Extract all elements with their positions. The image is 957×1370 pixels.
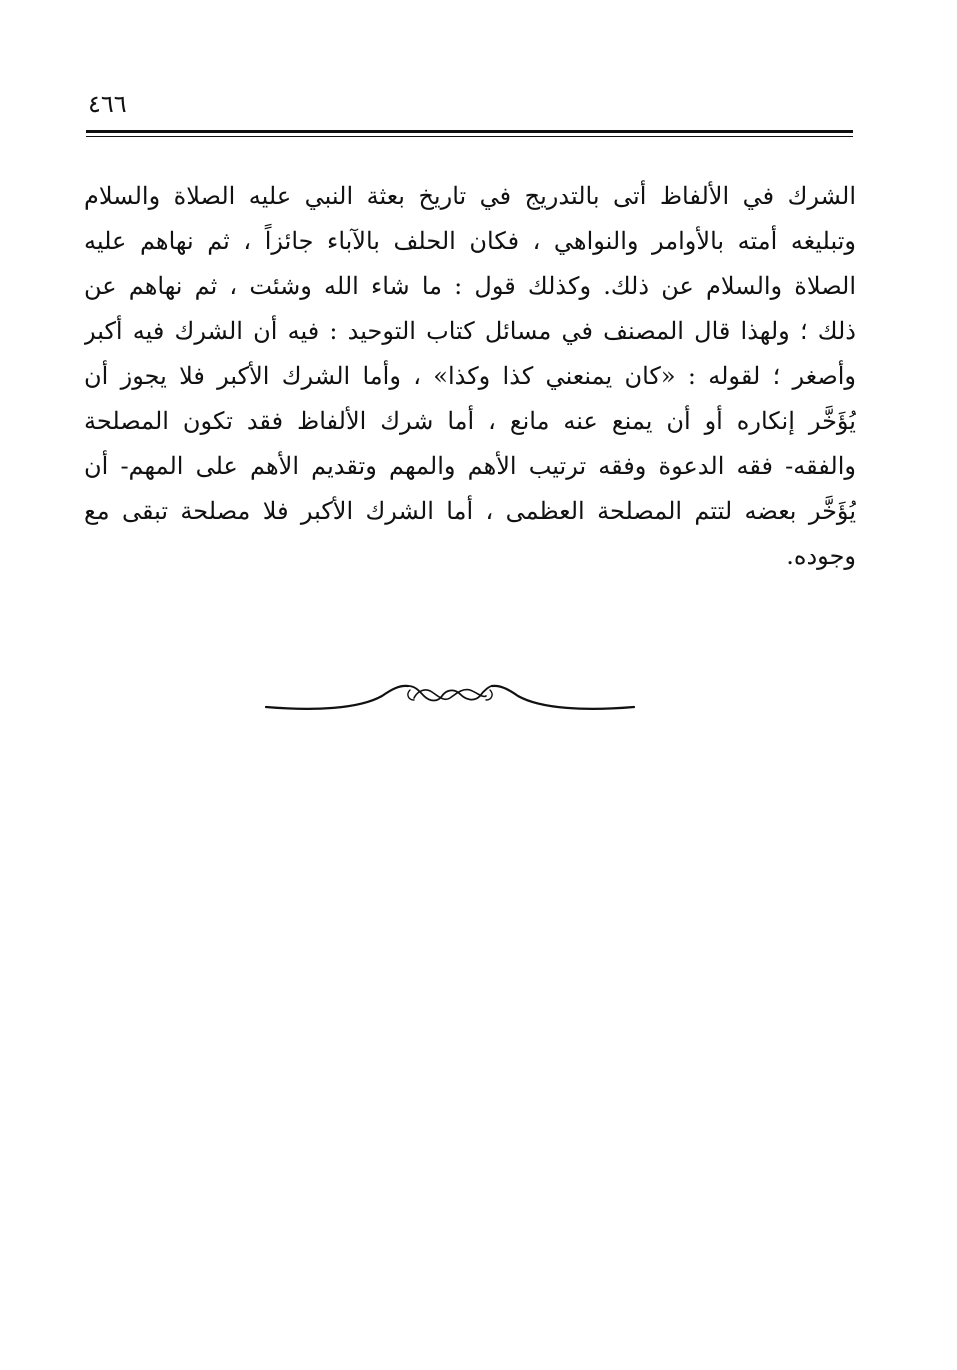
text-line: وتبليغه أمته بالأوامر والنواهي ، فكان الحلف بالآباء جائزاً ، ثم نهاهم عليه [84, 227, 856, 255]
text-line: يُؤَخَّر إنكاره أو أن يمنع عنه مانع ، أما شرك الألفاظ فقد تكون المصلحة [84, 407, 856, 435]
text-line: الشرك في الألفاظ أتى بالتدريج في تاريخ بعثة النبي عليه الصلاة والسلام [84, 182, 856, 210]
decorative-flourish-icon [264, 674, 636, 714]
text-line: والفقه- فقه الدعوة وفقه ترتيب الأهم والمهم وتقديم الأهم على المهم- أن [84, 452, 856, 480]
text-line: الصلاة والسلام عن ذلك. وكذلك قول : ما شاء الله وشئت ، ثم نهاهم عن [84, 272, 856, 300]
text-line: وجوده. [786, 542, 856, 570]
header-rule-thin [86, 136, 853, 137]
body-paragraph [84, 174, 856, 579]
header-rule-thick [86, 130, 853, 133]
text-line: ذلك ؛ ولهذا قال المصنف في مسائل كتاب التوحيد : فيه أن الشرك فيه أكبر [84, 317, 856, 345]
text-line: يُؤَخَّر بعضه لتتم المصلحة العظمى ، أما الشرك الأكبر فلا مصلحة تبقى مع [84, 497, 856, 525]
text-line: وأصغر ؛ لقوله : «كان يمنعني كذا وكذا» ، وأما الشرك الأكبر فلا يجوز أن [84, 362, 856, 390]
page-number: ٤٦٦ [88, 90, 127, 118]
